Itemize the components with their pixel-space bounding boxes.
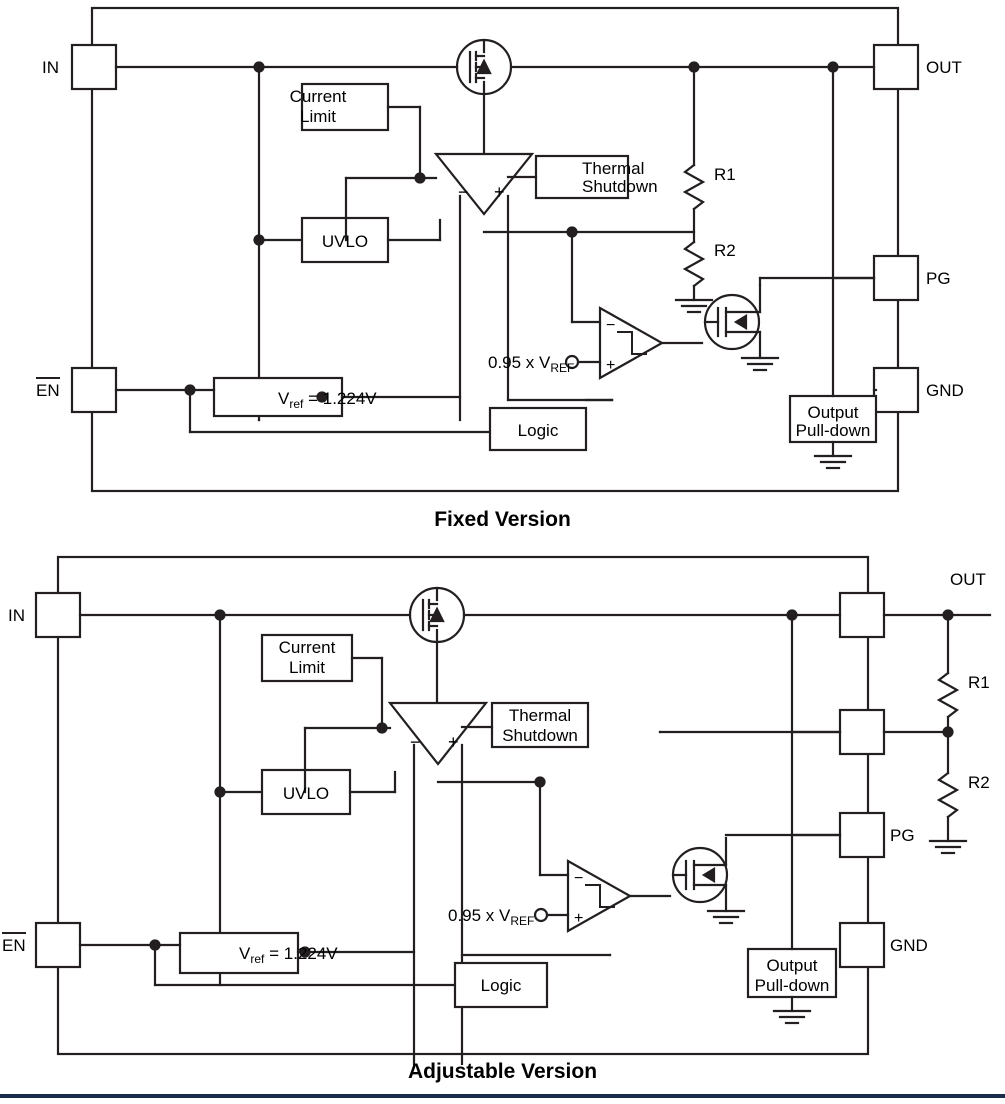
label-gnd-adj: GND xyxy=(890,936,928,955)
label-out-adj: OUT xyxy=(950,570,986,589)
amp-plus: + xyxy=(494,182,505,202)
pass-fet-arrow-adj xyxy=(431,609,443,621)
label-logic-adj: Logic xyxy=(480,976,522,995)
label-logic: Logic xyxy=(517,421,559,440)
label-en-adj: EN xyxy=(2,936,26,955)
label-current-limit-2: Limit xyxy=(300,107,336,126)
node-ilim-amp-adj xyxy=(378,724,387,733)
label-comp-ref: 0.95 x $V_{REF}$ xyxy=(488,353,575,375)
bottom-divider xyxy=(0,1094,1005,1098)
caption-adjustable-version: Adjustable Version xyxy=(407,1060,598,1083)
fixed-version-schematic xyxy=(0,0,1005,505)
label-r1: R1 xyxy=(714,165,736,184)
comp-plus: + xyxy=(606,357,616,374)
resistor-r1-adj xyxy=(939,673,957,717)
pin-pad-out xyxy=(874,45,918,89)
label-pg: PG xyxy=(926,269,951,288)
label-pg-adj: PG xyxy=(890,826,915,845)
comp-minus-adj: − xyxy=(574,870,584,887)
label-r1-adj: R1 xyxy=(968,673,990,692)
node-in-tap xyxy=(255,63,264,72)
amp-plus-adj: + xyxy=(448,732,459,752)
label-r2: R2 xyxy=(714,241,736,260)
node-ilim-amp xyxy=(416,174,425,183)
node-feedback-adj xyxy=(536,778,545,787)
node-out-div xyxy=(690,63,699,72)
label-vref-adj: $V_{ref} = 1.224V$ xyxy=(239,944,338,966)
label-in-adj: IN xyxy=(8,606,25,625)
pin-pad-en-adj xyxy=(36,923,80,967)
label-current-limit-1: Current xyxy=(289,87,347,106)
node-out-pd-adj xyxy=(788,611,797,620)
label-out: OUT xyxy=(926,58,962,77)
resistor-r2-adj xyxy=(939,773,957,817)
label-gnd: GND xyxy=(926,381,964,400)
pin-pad-en xyxy=(72,368,116,412)
label-en: EN xyxy=(36,381,60,400)
label-pulldown-1: Output xyxy=(807,403,859,422)
error-amplifier-adj xyxy=(390,703,486,764)
comp-plus-adj: + xyxy=(574,910,584,927)
adjustable-version-schematic xyxy=(0,545,1005,1065)
pass-fet-arrow xyxy=(478,61,490,73)
comp-ref-terminal-adj xyxy=(535,909,547,921)
label-uvlo-adj: UVLO xyxy=(282,784,330,803)
pin-pad-gnd-adj xyxy=(840,923,884,967)
pin-pad-out-adj xyxy=(840,593,884,637)
label-thermal-2-adj: Shutdown xyxy=(502,726,578,745)
label-comp-ref-adj: 0.95 x $V_{REF}$ xyxy=(448,906,535,928)
label-thermal-1-adj: Thermal xyxy=(508,706,572,725)
label-current-limit-1-adj: Current xyxy=(278,638,336,657)
label-r2-adj: R2 xyxy=(968,773,990,792)
pg-fet-arrow xyxy=(736,316,746,328)
node-out-pd xyxy=(829,63,838,72)
label-uvlo: UVLO xyxy=(321,232,369,251)
pin-pad-pg xyxy=(874,256,918,300)
error-amplifier xyxy=(436,154,532,214)
resistor-r1 xyxy=(685,165,703,209)
comp-minus: − xyxy=(606,317,616,334)
pin-pad-in-adj xyxy=(36,593,80,637)
resistor-r2 xyxy=(685,242,703,286)
pin-pad-gnd xyxy=(874,368,918,412)
label-pulldown-2: Pull-down xyxy=(795,421,871,440)
node-in-tap-adj xyxy=(216,611,225,620)
caption-fixed-version: Fixed Version xyxy=(434,508,571,531)
label-pulldown-1-adj: Output xyxy=(766,956,818,975)
label-vref: $V_{ref} = 1.224V$ xyxy=(278,389,377,411)
amp-minus-adj: − xyxy=(410,732,421,752)
pg-fet-arrow-adj xyxy=(704,869,714,881)
amp-minus: − xyxy=(458,182,469,202)
label-current-limit-2-adj: Limit xyxy=(289,658,325,677)
label-pulldown-2-adj: Pull-down xyxy=(754,976,830,995)
label-thermal-2: Shutdown xyxy=(582,177,658,196)
label-in: IN xyxy=(42,58,59,77)
label-thermal-1: Thermal xyxy=(582,159,645,178)
pin-pad-in xyxy=(72,45,116,89)
pin-pad-pg-adj xyxy=(840,813,884,857)
node-out-ext xyxy=(944,611,953,620)
pin-pad-fb-adj xyxy=(840,710,884,754)
